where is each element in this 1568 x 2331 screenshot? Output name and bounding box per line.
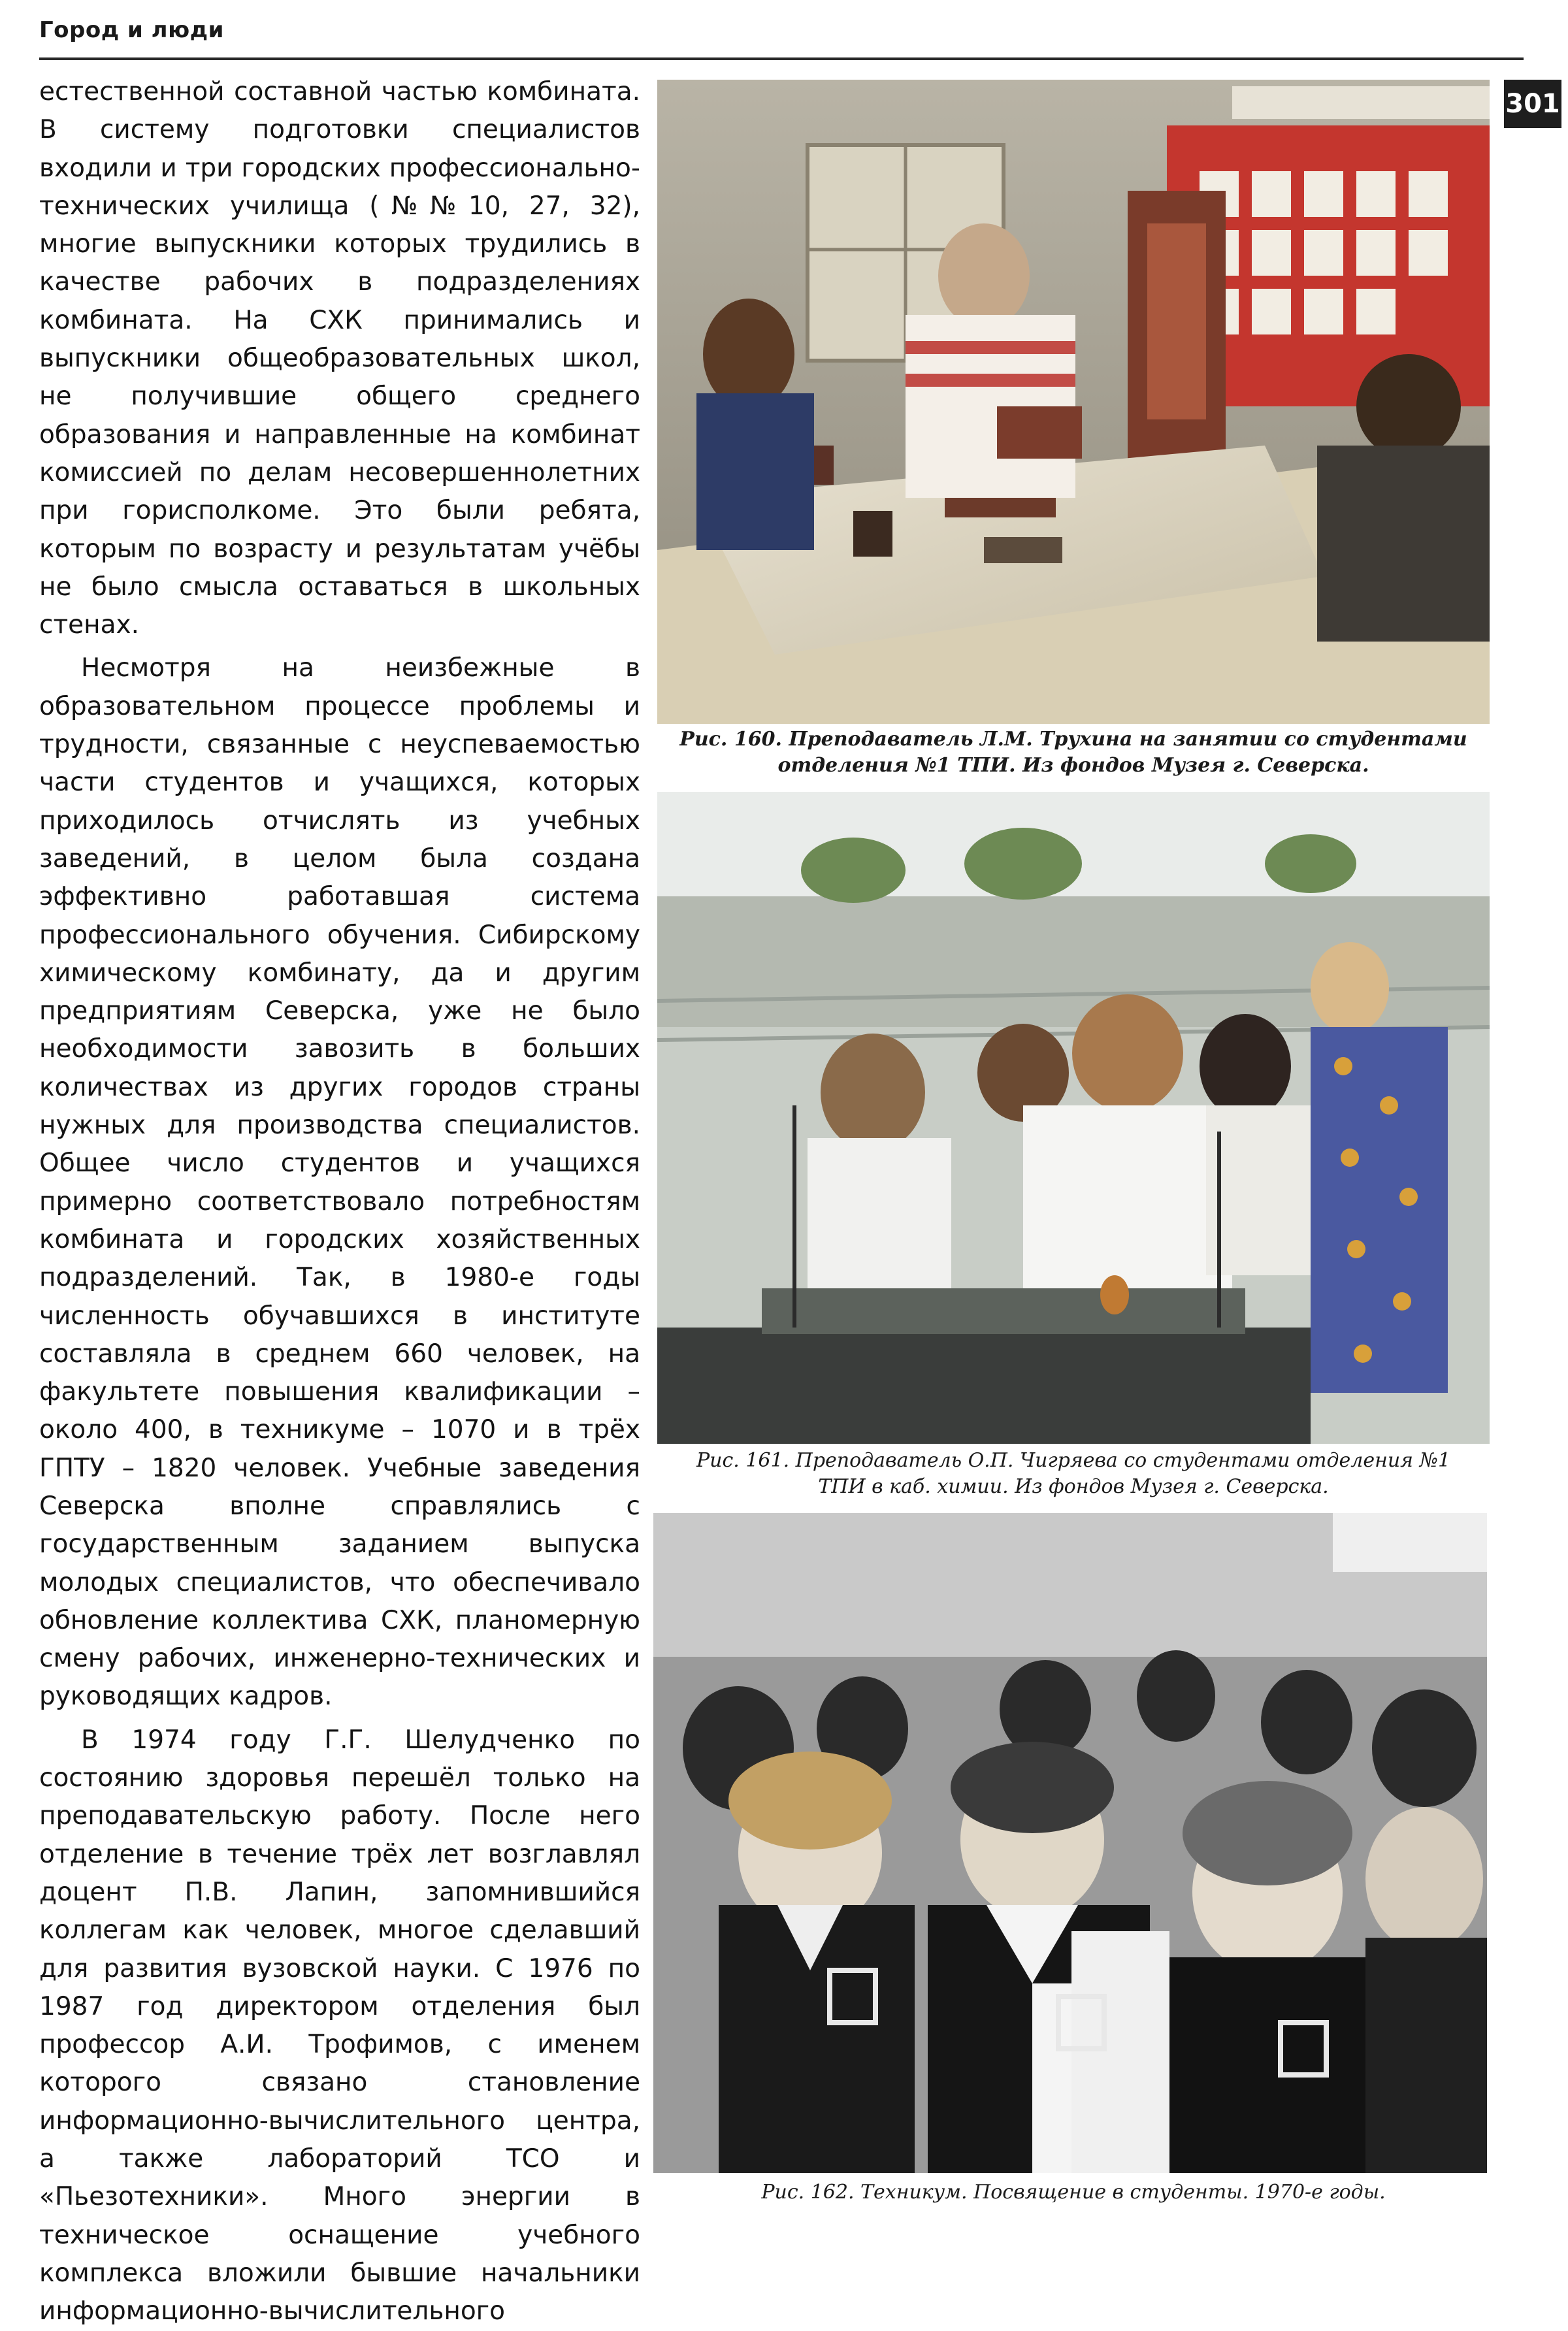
figure-161-caption-line-1: Рис. 161. Преподаватель О.П. Чигряева со студентами отделения №1	[696, 1449, 1451, 1472]
figure-161-caption-line-2: ТПИ в каб. химии. Из фондов Музея г. Северска.	[818, 1475, 1329, 1498]
paragraph-2: Несмотря на неизбежные в образовательном процессе проблемы и трудности, связанные с неуспеваемостью части студентов и учащихся, которых приходилось отчислять из учебных заведений, в целом была создана эффективно работавшая система профессионального обучения. Сибирскому химическому комбинату, да и другим предприятиям Северска, уже не было необходимости завозить в больших количествах из других городов страны нужных для производства специалистов. Общее число студентов и учащихся примерно соответствовало потребностям комбината и городских хозяйственных подразделений. Так, в 1980-е годы численность обучавшихся в институте составляла в среднем 660 человек, на факультете повышения квалификации – около 400, в техникуме – 1070 и в трёх ГПТУ – 1820 человек. Учебные заведения Северска вполне справлялись с государственным заданием выпуска молодых специалистов, что обеспечивало обновление коллектива СХК, планомерную смену рабочих, инженерно-технических и руководящих кадров.	[39, 653, 640, 1712]
paragraph-3: В 1974 году Г.Г. Шелудченко по состоянию здоровья перешёл только на преподавательскую работу. После него отделение в течение трёх лет возглавлял доцент П.В. Лапин, запомнившийся коллегам как человек, многое сделавший для развития вузовской науки. С 1976 по 1987 год директором отделения был профессор А.И. Трофимов, с именем которого связано становление информационно-вычислительного центра, а также лабораторий ТСО и «Пьезотехники». Много энергии в техническое оснащение учебного комплекса вложили бывшие начальники информационно-вычислительного	[39, 1725, 640, 2326]
classroom-photo-illustration	[657, 80, 1490, 724]
students-photo-illustration	[653, 1513, 1487, 2173]
figure-162-photo	[653, 1513, 1487, 2173]
figure-160-caption	[660, 726, 1487, 779]
figure-161-caption	[660, 1448, 1487, 1500]
page-number: 301	[1504, 80, 1561, 128]
chemistry-lab-photo-illustration	[657, 792, 1490, 1444]
figure-161-photo	[657, 792, 1490, 1444]
figure-160-caption-line-2: отделения №1 ТПИ. Из фондов Музея г. Северска.	[777, 754, 1369, 777]
figure-162-caption: Рис. 162. Техникум. Посвящение в студенты. 1970-е годы.	[761, 2181, 1386, 2204]
header-rule	[39, 57, 1524, 60]
figure-160-caption-line-1: Рис. 160. Преподаватель Л.М. Трухина на занятии со студентами	[679, 728, 1467, 751]
paragraph-1: естественной составной частью комбината. В систему подготовки специалистов входили и три городских профессионально-технических училища (№№10, 27, 32), многие выпускники которых трудились в качестве рабочих в подразделениях комбината. На СХК принимались и выпускники общеобразовательных школ, не получившие общего среднего образования и направленные на комбинат комиссией по делам несовершеннолетних при горисполкоме. Это были ребята, которым по возрасту и результатам учёбы не было смысла оставаться в школьных стенах.	[39, 77, 640, 640]
section-title: Город и люди	[39, 17, 224, 43]
figure-160-photo	[657, 80, 1490, 724]
article-text	[39, 73, 640, 2326]
